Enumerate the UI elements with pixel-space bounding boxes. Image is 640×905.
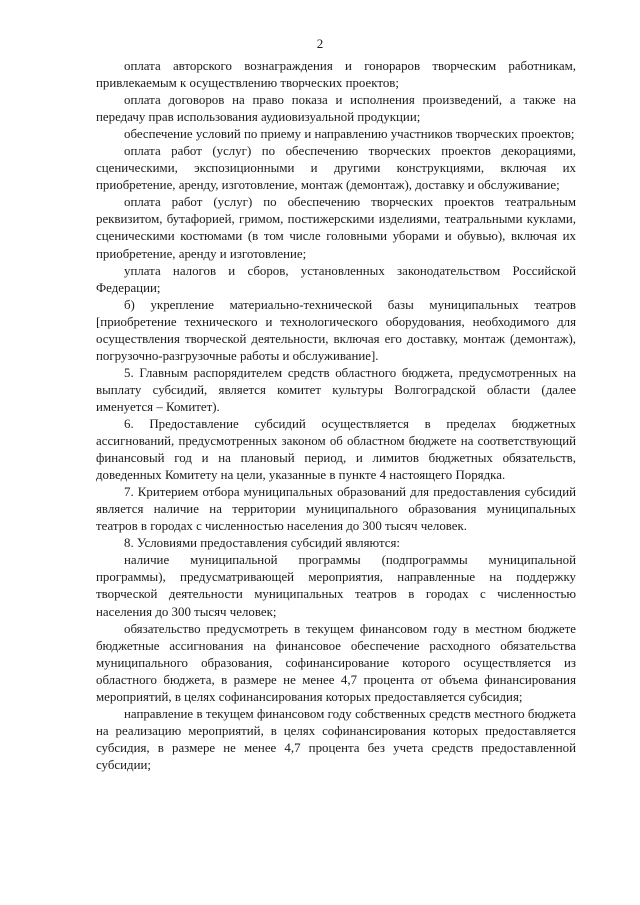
paragraph-municipal-program: наличие муниципальной программы (подпрограммы муниципальной программы), предусматривающей мероприятия, направленные на поддержку творческой деятельности муниципальных театров в городах с численностью населения до 300 тысяч человек;	[96, 553, 576, 619]
paragraph-item-7: 7. Критерием отбора муниципальных образований для предоставления субсидий является наличие на территории муниципального образования муниципальных театров в городах с численностью населения до 300 тысяч человек.	[96, 485, 576, 534]
document-body	[96, 58, 576, 774]
paragraph-performance-rights: оплата договоров на право показа и исполнения произведений, а также на передачу прав использования аудиовизуальной продукции;	[96, 93, 576, 125]
paragraph-item-8: 8. Условиями предоставления субсидий являются:	[124, 536, 401, 551]
paragraph-item-6: 6. Предоставление субсидий осуществляется в пределах бюджетных ассигнований, предусмотренных законом об областном бюджете на соответствующий финансовый год и на плановый период, и лимитов бюджетных обязательств, доведенных Комитету на цели, указанные в пункте 4 настоящего Порядка.	[96, 416, 576, 483]
paragraph-item-b: б) укрепление материально-технической базы муниципальных театров [приобретение технического и технологического оборудования, необходимого для осуществления творческой деятельности, включая его доставку, монтаж (демонтаж), погрузочно-разгрузочные работы и обслуживание].	[96, 297, 576, 363]
page-number: 2	[316, 36, 324, 51]
paragraph-budget-obligation: обязательство предусмотреть в текущем финансовом году в местном бюджете бюджетные ассигнования на финансовое обеспечение расходного обязательства муниципального образования, софинансирование которого осуществляется из областного бюджета, в размере не менее 4,7 процента от объема финансирования мероприятий, в целях софинансирования которых предоставляется субсидия;	[96, 621, 576, 704]
paragraph-participants-reception: обеспечение условий по приему и направлению участников творческих проектов;	[124, 127, 575, 142]
paragraph-own-funds: направление в текущем финансовом году собственных средств местного бюджета на реализацию мероприятий, в целях софинансирования которых предоставляется субсидия, в размере не менее 4,7 процента без учета средств предоставленной субсидии;	[96, 706, 576, 772]
paragraph-taxes: уплата налогов и сборов, установленных законодательством Российской Федерации;	[96, 263, 576, 295]
paragraph-author-fees: оплата авторского вознаграждения и гонораров творческим работникам, привлекаемым к осуществлению творческих проектов;	[96, 59, 576, 91]
paragraph-scenery-works: оплата работ (услуг) по обеспечению творческих проектов декорациями, сценическими, экспозиционными и другими конструкциями, включая их приобретение, аренду, изготовление, монтаж (демонтаж), доставку и обслуживание;	[96, 144, 576, 193]
paragraph-item-5: 5. Главным распорядителем средств областного бюджета, предусмотренных на выплату субсидий, является комитет культуры Волгоградской области (далее именуется – Комитет).	[96, 365, 576, 414]
paragraph-props-costumes: оплата работ (услуг) по обеспечению творческих проектов театральным реквизитом, бутафорией, гримом, постижерскими изделиями, театральными куклами, сценическими костюмами (в том числе головными уборами и обувью), включая их приобретение, аренду и изготовление;	[96, 195, 576, 261]
